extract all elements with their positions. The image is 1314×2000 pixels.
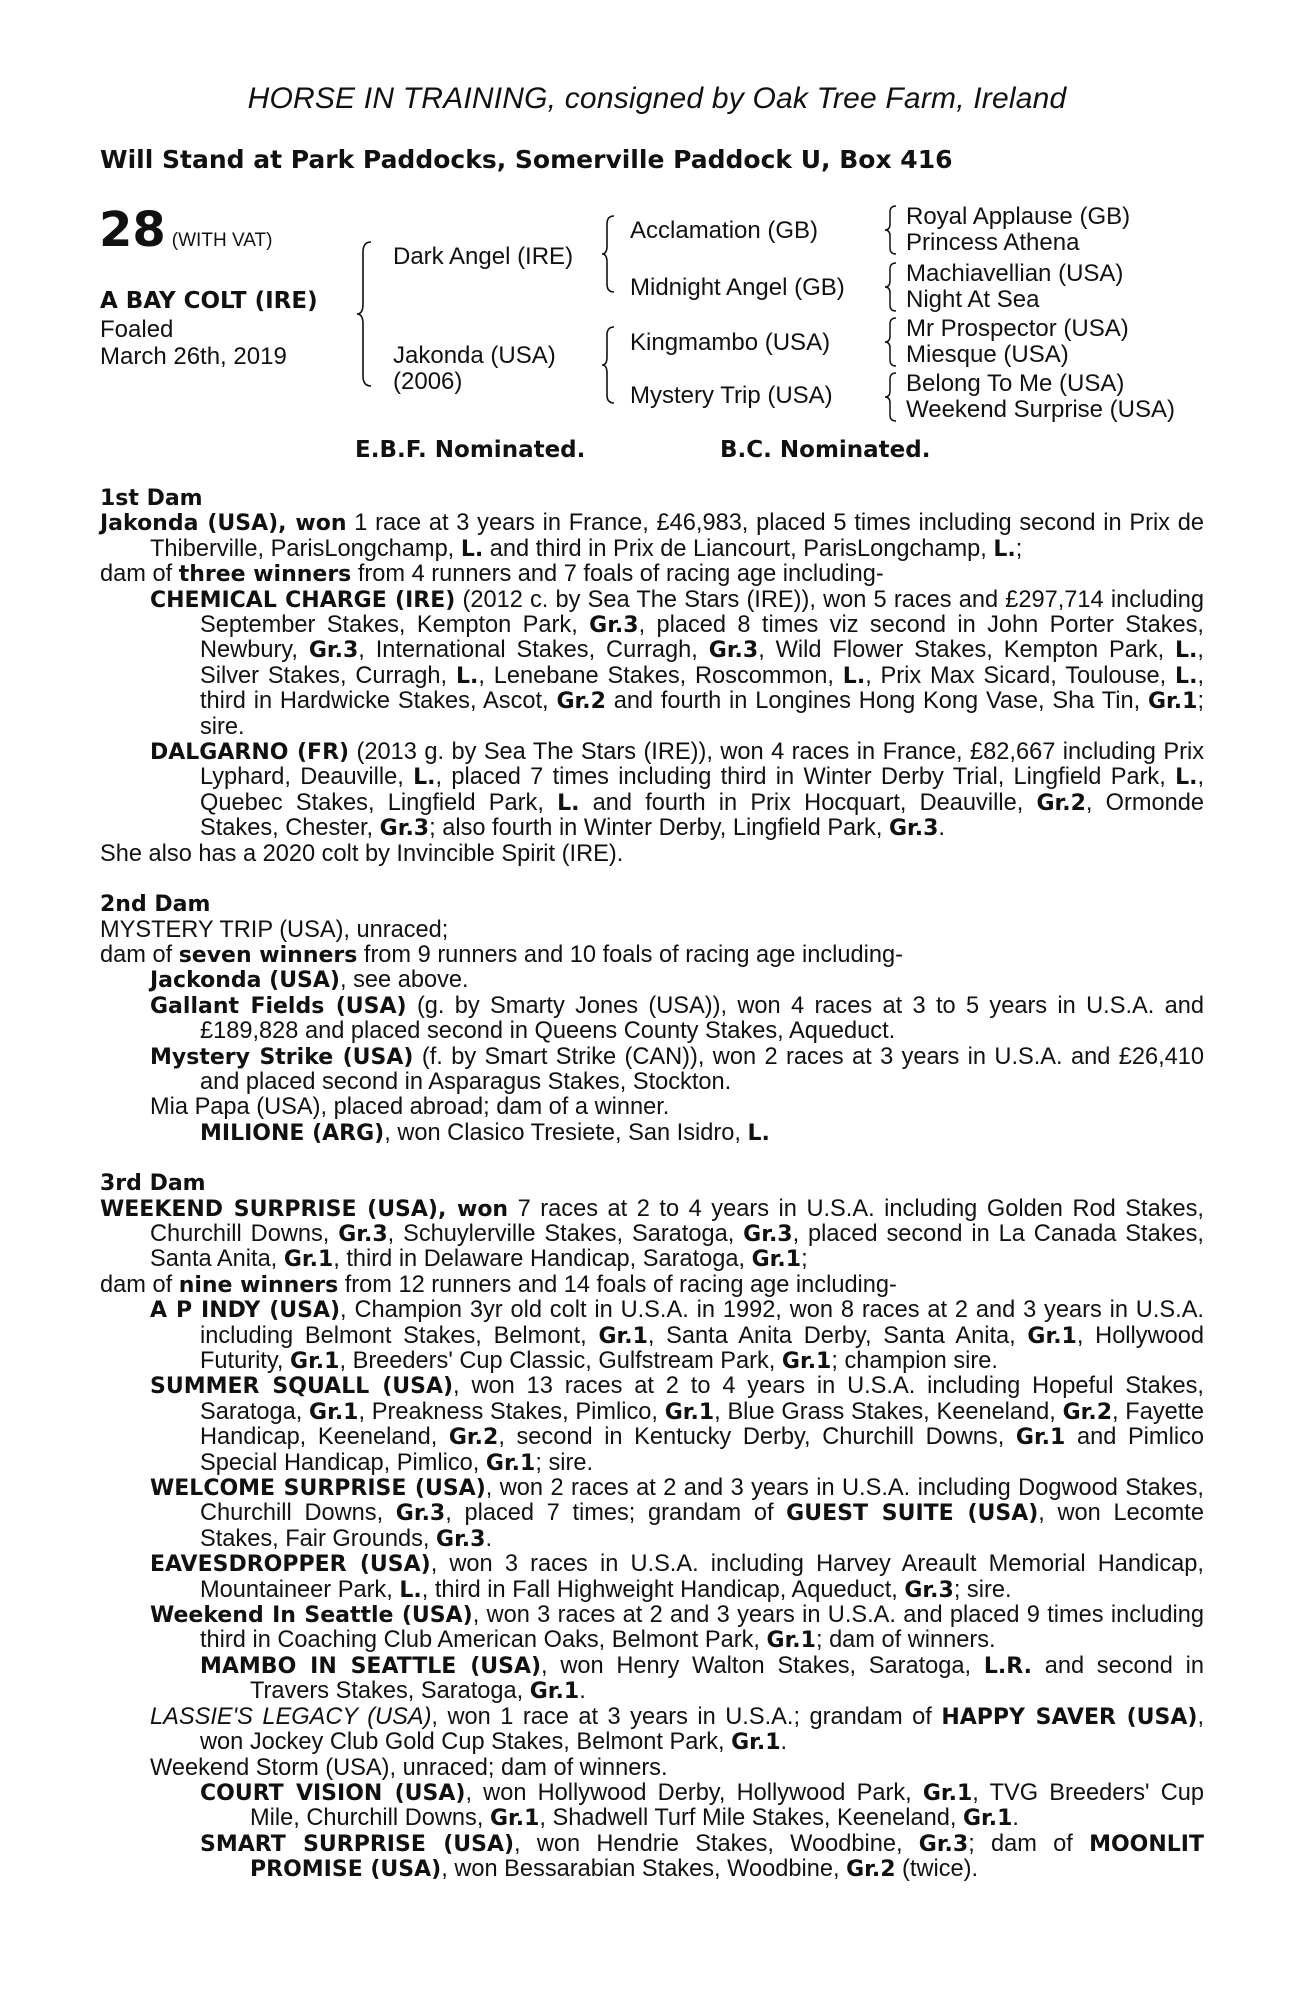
- foaled-date: March 26th, 2019: [100, 343, 287, 370]
- third-dam-heading: 3rd Dam: [100, 1171, 206, 1197]
- produce-entry: EAVESDROPPER (USA), won 3 races in U.S.A. including Harvey Areault Memorial Handicap, Mountaineer Park, L., third in Fall Highweight Handicap, Aqueduct, Gr.3; sire.: [150, 1551, 1204, 1603]
- produce-entry: Mia Papa (USA), placed abroad; dam of a winner.: [150, 1094, 670, 1121]
- pedigree-dam-year: (2006): [393, 368, 463, 395]
- pedigree-brace-g1: [883, 204, 899, 256]
- pedigree-g7: Belong To Me (USA): [906, 370, 1125, 397]
- first-dam-heading: 1st Dam: [100, 486, 203, 511]
- foaled-block: [100, 316, 287, 370]
- pedigree-g4: Night At Sea: [906, 286, 1040, 313]
- horse-description: A BAY COLT (IRE): [100, 288, 318, 314]
- produce-entry: SMART SURPRISE (USA), won Hendrie Stakes, Woodbine, Gr.3; dam of MOONLIT PROMISE (USA), won Bessarabian Stakes, Woodbine, Gr.2 (twice).: [200, 1830, 1204, 1883]
- produce-entry: CHEMICAL CHARGE (IRE) (2012 c. by Sea The Stars (IRE)), won 5 races and £297,714 including September Stakes, Kempton Park, Gr.3, placed 8 times viz second in John Porter Stakes, Newbury, Gr.3, International Stakes, Curragh, Gr.3, Wild Flower Stakes, Kempton Park, L., Silver Stakes, Curragh, L., Lenebane Stakes, Roscommon, L., Prix Max Sicard, Toulouse, L., third in Hardwicke Stakes, Ascot, Gr.2 and fourth in Longines Hong Kong Vase, Sha Tin, Gr.1; sire.: [150, 586, 1204, 740]
- pedigree-g1: Royal Applause (GB): [906, 203, 1131, 230]
- pedigree-sire: Dark Angel (IRE): [393, 243, 574, 270]
- produce-entry: A P INDY (USA), Champion 3yr old colt in U.S.A. in 1992, won 8 races at 2 and 3 years in U.S.A. including Belmont Stakes, Belmont, Gr.1, Santa Anita Derby, Santa Anita, Gr.1, Hollywood Futurity, Gr.1, Breeders' Cup Classic, Gulfstream Park, Gr.1; champion sire.: [150, 1297, 1204, 1374]
- pedigree-brace-g3: [883, 316, 899, 368]
- produce-note: She also has a 2020 colt by Invincible Spirit (IRE).: [100, 840, 624, 867]
- bc-nomination: B.C. Nominated.: [720, 437, 931, 463]
- first-dam-produce-summary: dam of three winners from 4 runners and 7 foals of racing age including-: [100, 561, 884, 588]
- lot-number-block: [99, 202, 272, 258]
- produce-entry: MILIONE (ARG), won Clasico Tresiete, San Isidro, L.: [200, 1119, 770, 1146]
- consignor-header: HORSE IN TRAINING, consigned by Oak Tree Farm, Ireland: [247, 82, 1067, 115]
- pedigree-g3: Machiavellian (USA): [906, 260, 1124, 287]
- pedigree-sire-sire: Acclamation (GB): [630, 217, 819, 244]
- vat-note: (WITH VAT): [171, 230, 273, 251]
- produce-entry: DALGARNO (FR) (2013 g. by Sea The Stars (IRE)), won 4 races in France, £82,667 including Prix Lyphard, Deauville, L., placed 7 times including third in Winter Derby Trial, Lingfield Park, L., Quebec Stakes, Lingfield Park, L. and fourth in Prix Hocquart, Deauville, Gr.2, Ormonde Stakes, Chester, Gr.3; also fourth in Winter Derby, Lingfield Park, Gr.3.: [150, 739, 1205, 842]
- foaled-label: Foaled: [100, 316, 174, 343]
- ebf-nomination: E.B.F. Nominated.: [355, 437, 586, 463]
- pedigree-g2: Princess Athena: [906, 229, 1080, 256]
- pedigree-brace-dam: [600, 325, 618, 405]
- produce-entry: Mystery Strike (USA) (f. by Smart Strike (CAN)), won 2 races at 3 years in U.S.A. and £26,410 and placed second in Asparagus Stakes, Stockton.: [150, 1043, 1204, 1095]
- produce-record: [100, 486, 1204, 1883]
- pedigree-g8: Weekend Surprise (USA): [906, 396, 1175, 423]
- second-dam-produce-summary: dam of seven winners from 9 runners and 10 foals of racing age including-: [100, 941, 903, 968]
- pedigree-dam-sire: Kingmambo (USA): [630, 329, 831, 356]
- produce-entry: Weekend Storm (USA), unraced; dam of winners.: [150, 1754, 668, 1781]
- second-dam-record: MYSTERY TRIP (USA), unraced;: [100, 916, 449, 943]
- produce-entry: Gallant Fields (USA) (g. by Smarty Jones (USA)), won 4 races at 3 to 5 years in U.S.A. and £189,828 and placed second in Queens County Stakes, Aqueduct.: [150, 992, 1205, 1045]
- pedigree-dam: Jakonda (USA): [393, 342, 556, 369]
- pedigree-brace-g4: [883, 371, 899, 423]
- pedigree-sire-dam: Midnight Angel (GB): [630, 274, 845, 301]
- produce-entry: SUMMER SQUALL (USA), won 13 races at 2 to 4 years in U.S.A. including Hopeful Stakes, Saratoga, Gr.1, Preakness Stakes, Pimlico, Gr.1, Blue Grass Stakes, Keeneland, Gr.2, Fayette Handicap, Keeneland, Gr.2, second in Kentucky Derby, Churchill Downs, Gr.1 and Pimlico Special Handicap, Pimlico, Gr.1; sire.: [150, 1373, 1204, 1476]
- produce-entry: Jackonda (USA), see above.: [150, 967, 469, 994]
- pedigree-brace-sire: [600, 214, 618, 294]
- third-dam-record: WEEKEND SURPRISE (USA), won 7 races at 2 to 4 years in U.S.A. including Golden Rod Stakes, Churchill Downs, Gr.3, Schuylerville Stakes, Saratoga, Gr.3, placed second in La Canada Stakes, Santa Anita, Gr.1, third in Delaware Handicap, Saratoga, Gr.1;: [100, 1195, 1204, 1273]
- pedigree-g6: Miesque (USA): [906, 341, 1069, 368]
- pedigree-g5: Mr Prospector (USA): [906, 315, 1129, 342]
- stand-location: Will Stand at Park Paddocks, Somerville Paddock U, Box 416: [100, 145, 953, 174]
- second-dam-heading: 2nd Dam: [100, 892, 211, 918]
- produce-entry: MAMBO IN SEATTLE (USA), won Henry Walton Stakes, Saratoga, L.R. and second in Travers Stakes, Saratoga, Gr.1.: [200, 1652, 1205, 1705]
- first-dam-record: Jakonda (USA), won 1 race at 3 years in France, £46,983, placed 5 times including second in Prix de Thiberville, ParisLongchamp, L. and third in Prix de Liancourt, ParisLongchamp, L.;: [100, 510, 1204, 562]
- produce-entry: LASSIE'S LEGACY (USA), won 1 race at 3 years in U.S.A.; grandam of HAPPY SAVER (USA), won Jockey Club Gold Cup Stakes, Belmont Park, Gr.1.: [150, 1703, 1204, 1756]
- pedigree-brace-main: [355, 240, 375, 388]
- third-dam-produce-summary: dam of nine winners from 12 runners and 14 foals of racing age including-: [100, 1271, 897, 1298]
- produce-entry: WELCOME SURPRISE (USA), won 2 races at 2 and 3 years in U.S.A. including Dogwood Stakes, Churchill Downs, Gr.3, placed 7 times; grandam of GUEST SUITE (USA), won Lecomte Stakes, Fair Grounds, Gr.3.: [150, 1475, 1204, 1552]
- pedigree-brace-g2: [883, 261, 899, 313]
- produce-entry: Weekend In Seattle (USA), won 3 races at 2 and 3 years in U.S.A. and placed 9 times including third in Coaching Club American Oaks, Belmont Park, Gr.1; dam of winners.: [150, 1602, 1204, 1654]
- pedigree-dam-dam: Mystery Trip (USA): [630, 382, 833, 409]
- produce-entry: COURT VISION (USA), won Hollywood Derby, Hollywood Park, Gr.1, TVG Breeders' Cup Mile, Churchill Downs, Gr.1, Shadwell Turf Mile Stakes, Keeneland, Gr.1.: [200, 1779, 1204, 1832]
- lot-number: 28: [99, 202, 166, 258]
